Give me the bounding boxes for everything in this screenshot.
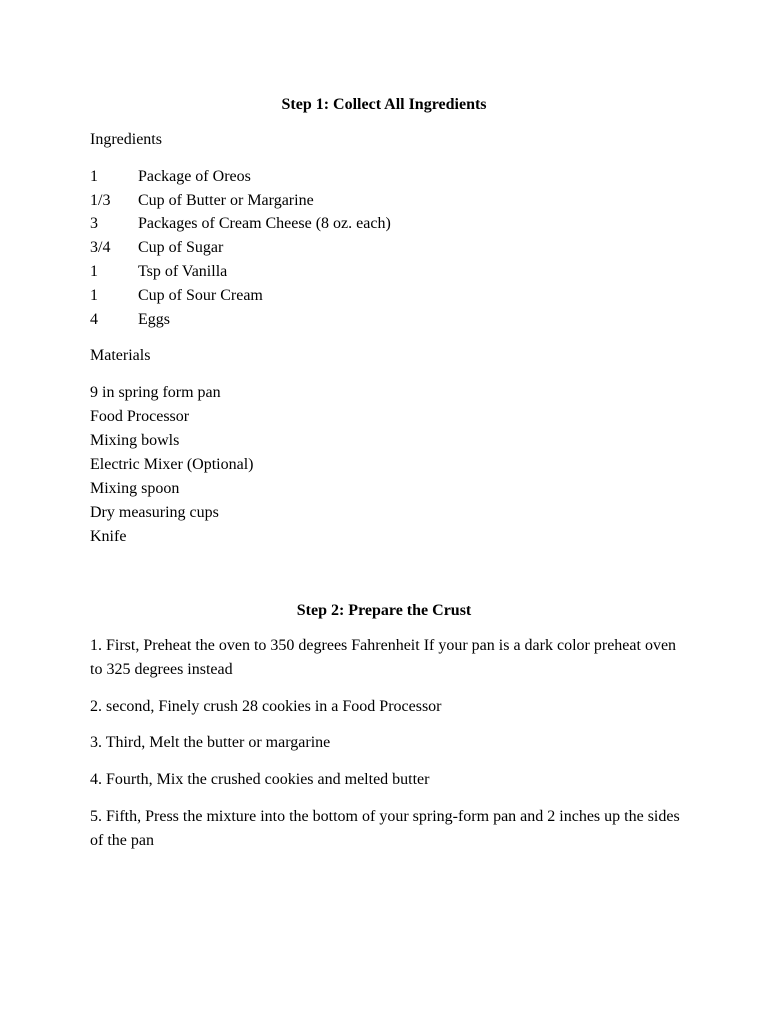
instruction-step: 2. second, Finely crush 28 cookies in a Food Processor (90, 698, 442, 715)
instruction-step: 4. Fourth, Mix the crushed cookies and melted butter (90, 771, 430, 788)
material-item: Mixing bowls (90, 432, 180, 449)
ingredient-row (90, 214, 391, 234)
step2-heading: Step 2: Prepare the Crust (296, 602, 472, 619)
ingredient-row (90, 238, 223, 258)
ingredient-item: Packages of Cream Cheese (8 oz. each) (138, 215, 391, 232)
ingredient-qty: 3 (90, 215, 98, 232)
material-item: Mixing spoon (90, 480, 180, 497)
ingredient-row (90, 286, 263, 306)
ingredient-row (90, 262, 227, 282)
ingredient-qty: 1 (90, 287, 98, 304)
ingredient-qty: 1 (90, 168, 98, 185)
ingredient-row (90, 191, 314, 211)
material-item: Food Processor (90, 408, 190, 425)
instruction-step: 3. Third, Melt the butter or margarine (90, 734, 331, 751)
ingredient-row (90, 310, 170, 330)
ingredient-item: Cup of Sour Cream (138, 287, 263, 304)
ingredient-qty: 3/4 (90, 239, 111, 256)
ingredient-item: Cup of Butter or Margarine (138, 192, 314, 209)
ingredient-qty: 1/3 (90, 192, 111, 209)
materials-label: Materials (90, 347, 151, 364)
ingredient-item: Tsp of Vanilla (138, 263, 228, 280)
ingredient-item: Eggs (138, 311, 170, 328)
material-item: Knife (90, 528, 127, 545)
ingredient-qty: 4 (90, 311, 98, 328)
material-item: Electric Mixer (Optional) (90, 456, 254, 473)
material-item: 9 in spring form pan (90, 384, 221, 401)
material-item: Dry measuring cups (90, 504, 219, 521)
ingredients-label: Ingredients (90, 131, 162, 148)
ingredient-item: Cup of Sugar (138, 239, 224, 256)
instruction-step: 1. First, Preheat the oven to 350 degrees Fahrenheit If your pan is a dark color preheat oven to 325 degrees instead (90, 637, 677, 678)
step1-heading: Step 1: Collect All Ingredients (281, 96, 487, 113)
ingredient-qty: 1 (90, 263, 98, 280)
ingredient-row (90, 167, 251, 187)
instruction-step: 5. Fifth, Press the mixture into the bottom of your spring-form pan and 2 inches up the sides of the pan (90, 808, 680, 849)
ingredient-item: Package of Oreos (138, 168, 251, 185)
